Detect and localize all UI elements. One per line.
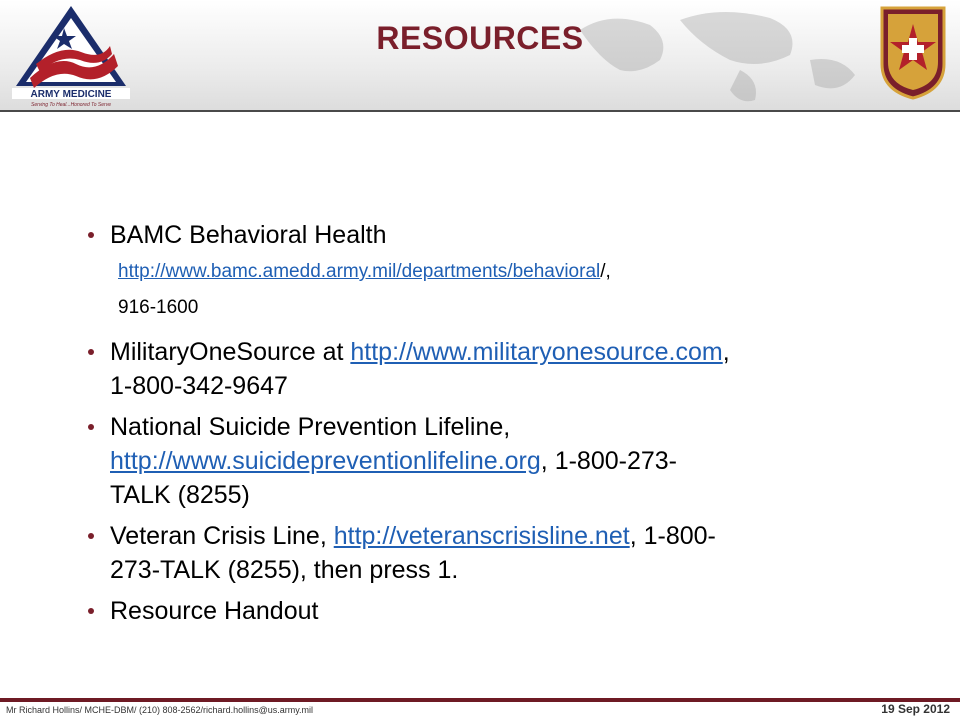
bullet-icon xyxy=(88,349,94,355)
unit-crest-icon xyxy=(878,4,948,100)
item-prefix: Veteran Crisis Line, xyxy=(110,522,334,550)
item-prefix: MilitaryOneSource at xyxy=(110,338,351,366)
list-item xyxy=(88,594,888,628)
header-divider xyxy=(0,110,960,112)
resource-list xyxy=(88,218,888,635)
list-item xyxy=(88,335,888,403)
item-prefix: National Suicide Prevention Lifeline, xyxy=(110,413,511,441)
footer-bar xyxy=(0,698,960,702)
sub-line-url xyxy=(88,259,888,285)
item-title: Resource Handout xyxy=(110,597,319,625)
svg-text:ARMY MEDICINE: ARMY MEDICINE xyxy=(30,89,112,100)
list-item xyxy=(88,410,888,512)
bamc-link[interactable]: http://www.bamc.amedd.army.mil/departments/behavioral xyxy=(118,261,601,282)
militaryonesource-link[interactable]: http://www.militaryonesource.com xyxy=(350,338,723,366)
footer-date: 19 Sep 2012 xyxy=(881,702,950,716)
item-suffix: , 1-800-273- xyxy=(540,447,677,475)
footer-contact: Mr Richard Hollins/ MCHE-DBM/ (210) 808-2562/richard.hollins@us.army.mil xyxy=(6,705,314,715)
list-item xyxy=(88,218,888,252)
svg-text:Serving To Heal...Honored To S: Serving To Heal...Honored To Serve xyxy=(31,102,111,108)
bullet-icon xyxy=(88,533,94,539)
url-trail: /, xyxy=(600,261,611,282)
bullet-icon xyxy=(88,608,94,614)
slide-header xyxy=(0,0,960,112)
veteran-crisis-link[interactable]: http://veteranscrisisline.net xyxy=(333,522,630,550)
sub-line-phone: 916-1600 xyxy=(118,297,199,318)
suicide-prevention-link[interactable]: http://www.suicidepreventionlifeline.org xyxy=(110,447,541,475)
item-suffix: , xyxy=(722,338,730,366)
item-phone: TALK (8255) xyxy=(110,481,250,509)
item-title: BAMC Behavioral Health xyxy=(110,221,387,249)
list-item xyxy=(88,519,888,587)
item-phone: 273-TALK (8255), then press 1. xyxy=(110,556,459,584)
bullet-icon xyxy=(88,424,94,430)
item-phone: 1-800-342-9647 xyxy=(110,372,288,400)
slide-title: RESOURCES xyxy=(376,20,584,56)
item-suffix: , 1-800- xyxy=(629,522,716,550)
bullet-icon xyxy=(88,232,94,238)
